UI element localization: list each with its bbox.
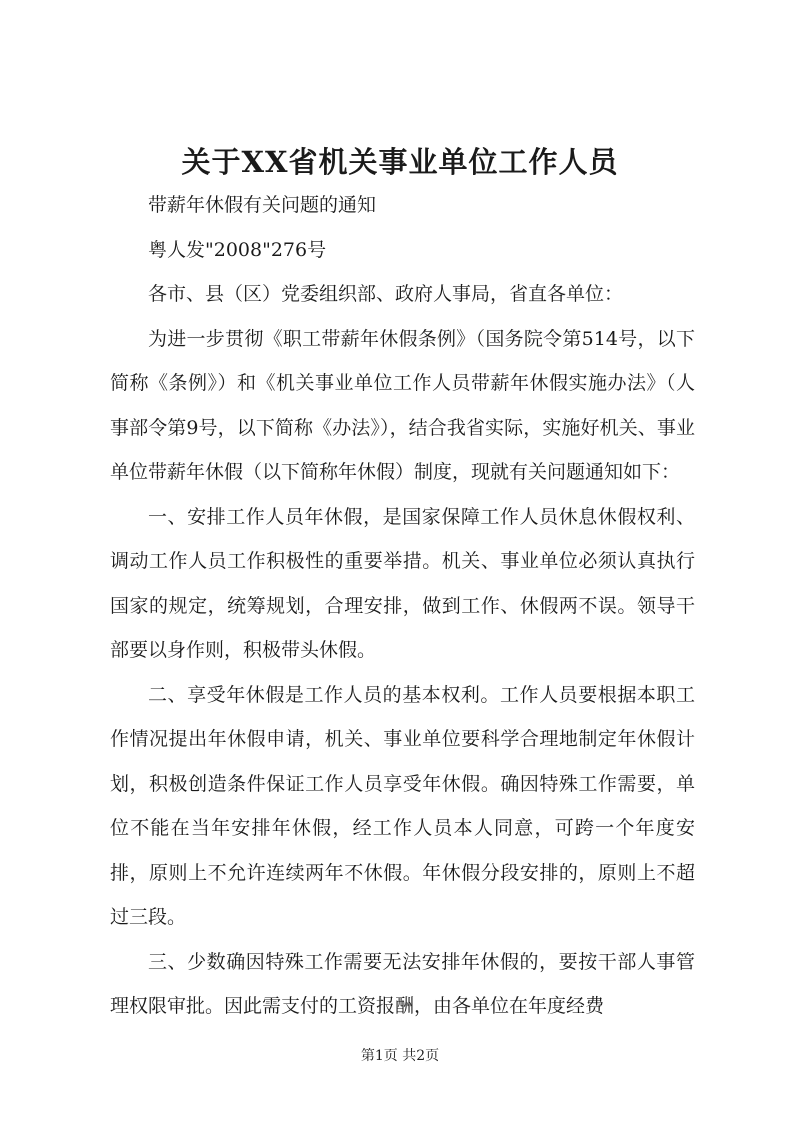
page-number-footer: 第1页 共2页 [360,1048,440,1064]
addressee-paragraph: 各市、县（区）党委组织部、政府人事局，省直各单位： [148,283,624,305]
section-three-paragraph: 三、少数确因特殊工作需要无法安排年休假的，要按干部人事管理权限审批。因此需支付的工资报酬，由各单位在年度经费 [110,950,695,1017]
document-title: 关于XX省机关事业单位工作人员 [181,145,619,179]
document-number-paragraph: 粤人发"2008"276号 [148,238,327,261]
section-two-paragraph: 二、享受年休假是工作人员的基本权利。工作人员要根据本职工作情况提出年休假申请，机关、事业单位要科学合理地制定年休假计划，积极创造条件保证工作人员享受年休假。确因特殊工作需要，单位不能在当年安排年休假，经工作人员本人同意，可跨一个年度安排，原则上不允许连续两年不休假。年休假分段安排的，原则上不超过三段。 [110,683,695,928]
document-body [110,183,695,1029]
intro-paragraph: 为进一步贯彻《职工带薪年休假条例》（国务院令第514号，以下简称《条例》）和《机关事业单位工作人员带薪年休假实施办法》（人事部令第9号，以下简称《办法》），结合我省实际，实施好机关、事业单位带薪年休假（以下简称年休假）制度，现就有关问题通知如下： [110,327,695,483]
subtitle-paragraph: 带薪年休假有关问题的通知 [148,194,377,216]
section-one-paragraph: 一、安排工作人员年休假，是国家保障工作人员休息休假权利、调动工作人员工作积极性的重要举措。机关、事业单位必须认真执行国家的规定，统筹规划，合理安排，做到工作、休假两不误。领导干部要以身作则，积极带头休假。 [110,505,695,661]
